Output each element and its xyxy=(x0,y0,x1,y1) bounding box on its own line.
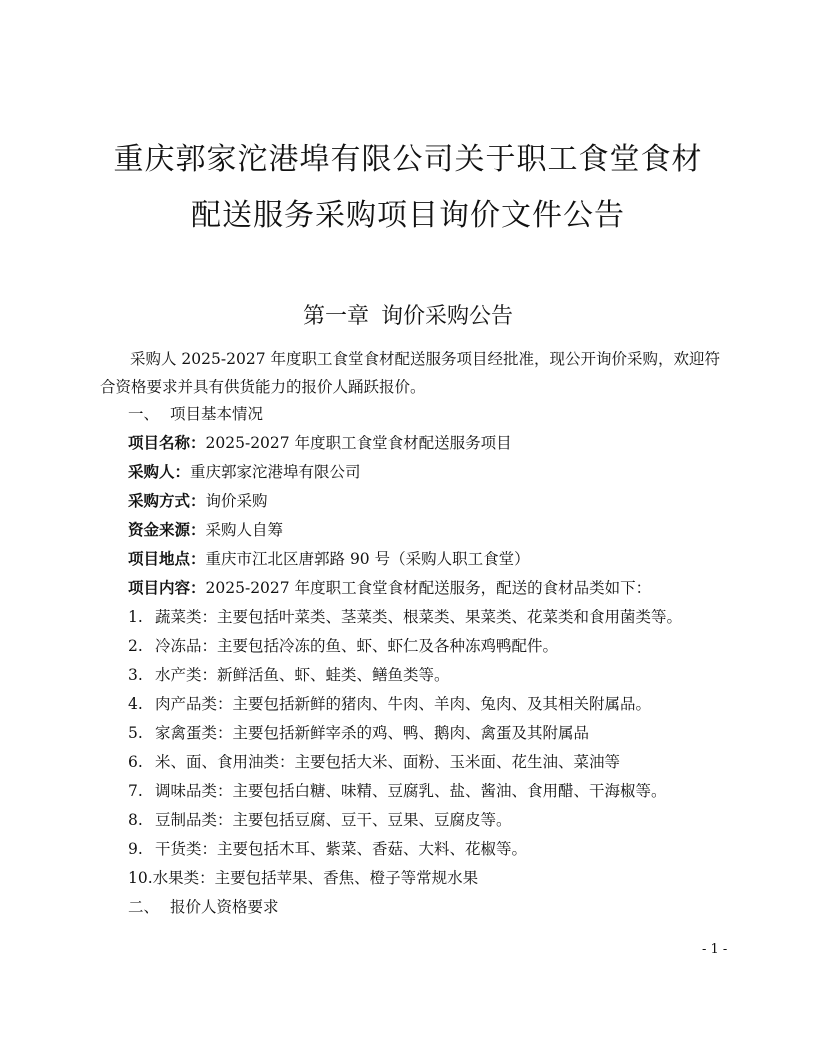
field-value: 采购人自筹 xyxy=(205,521,284,539)
field-procurement-method xyxy=(128,489,268,511)
list-item xyxy=(128,663,449,685)
chapter-number: 第一章 xyxy=(302,304,369,329)
list-item-number: 5. xyxy=(128,724,143,742)
field-value: 重庆市江北区唐郭路 90 号（采购人职工食堂） xyxy=(205,550,530,568)
list-item-number: 2. xyxy=(128,637,143,655)
list-item-number: 6. xyxy=(128,753,143,771)
list-item xyxy=(128,634,558,656)
list-item-number: 10. xyxy=(128,869,153,887)
page-number: - 1 - xyxy=(702,942,728,957)
field-funding-source xyxy=(128,518,283,540)
section-title: 报价人资格要求 xyxy=(170,898,279,916)
field-value: 2025-2027 年度职工食堂食材配送服务，配送的食材品类如下： xyxy=(205,579,652,597)
field-value: 重庆郭家沱港埠有限公司 xyxy=(190,463,361,481)
list-item-number: 8. xyxy=(128,811,143,829)
list-item-text: 豆制品类：主要包括豆腐、豆干、豆果、豆腐皮等。 xyxy=(154,811,512,829)
chapter-title: 询价采购公告 xyxy=(381,304,514,329)
document-title-line-1: 重庆郭家沱港埠有限公司关于职工食堂食材 xyxy=(113,142,703,177)
list-item xyxy=(128,779,666,801)
section-number: 一、 xyxy=(128,405,160,423)
list-item-number: 4. xyxy=(128,695,143,713)
section-number: 二、 xyxy=(128,898,160,916)
list-item xyxy=(128,808,511,830)
field-label: 资金来源： xyxy=(128,520,206,539)
list-item-text: 干货类：主要包括木耳、紫菜、香菇、大料、花椒等。 xyxy=(154,840,527,858)
list-item xyxy=(128,866,478,888)
field-label: 采购人： xyxy=(128,462,191,481)
section-heading-2 xyxy=(128,895,279,917)
list-item xyxy=(128,750,620,772)
field-purchaser xyxy=(128,460,361,482)
list-item-text: 水产类：新鲜活鱼、虾、蛙类、鳝鱼类等。 xyxy=(154,666,450,684)
list-item-number: 9. xyxy=(128,840,143,858)
list-item xyxy=(128,837,527,859)
section-heading-1 xyxy=(128,402,263,424)
document-title-line-2: 配送服务采购项目询价文件公告 xyxy=(191,198,625,233)
field-value: 2025-2027 年度职工食堂食材配送服务项目 xyxy=(205,434,512,452)
field-project-content xyxy=(128,576,651,598)
list-item-text: 家禽蛋类：主要包括新鲜宰杀的鸡、鸭、鹅肉、禽蛋及其附属品 xyxy=(154,724,589,742)
field-label: 项目名称： xyxy=(128,433,206,452)
field-label: 项目内容： xyxy=(128,578,206,597)
list-item-number: 7. xyxy=(128,782,143,800)
list-item-text: 米、面、食用油类：主要包括大米、面粉、玉米面、花生油、菜油等 xyxy=(154,753,620,771)
field-value: 询价采购 xyxy=(205,492,268,510)
list-item xyxy=(128,605,682,627)
field-label: 项目地点： xyxy=(128,549,206,568)
intro-paragraph: 采购人 2025-2027 年度职工食堂食材配送服务项目经批准，现公开询价采购，欢迎符合资格要求并具有供货能力的报价人踊跃报价。 xyxy=(100,350,720,396)
section-title: 项目基本情况 xyxy=(170,405,264,423)
list-item xyxy=(128,721,589,743)
field-label: 采购方式： xyxy=(128,491,206,510)
list-item xyxy=(128,692,651,714)
list-item-text: 冷冻品：主要包括冷冻的鱼、虾、虾仁及各种冻鸡鸭配件。 xyxy=(154,637,558,655)
list-item-text: 蔬菜类：主要包括叶菜类、茎菜类、根菜类、果菜类、花菜类和食用菌类等。 xyxy=(154,608,682,626)
list-item-text: 肉产品类：主要包括新鲜的猪肉、牛肉、羊肉、兔肉、及其相关附属品。 xyxy=(154,695,651,713)
list-item-text: 调味品类：主要包括白糖、味精、豆腐乳、盐、酱油、食用醋、干海椒等。 xyxy=(154,782,667,800)
list-item-number: 1. xyxy=(128,608,143,626)
list-item-text: 水果类：主要包括苹果、香焦、橙子等常规水果 xyxy=(152,869,479,887)
field-project-location xyxy=(128,547,530,569)
chapter-heading xyxy=(0,299,816,330)
field-project-name xyxy=(128,431,512,453)
list-item-number: 3. xyxy=(128,666,143,684)
